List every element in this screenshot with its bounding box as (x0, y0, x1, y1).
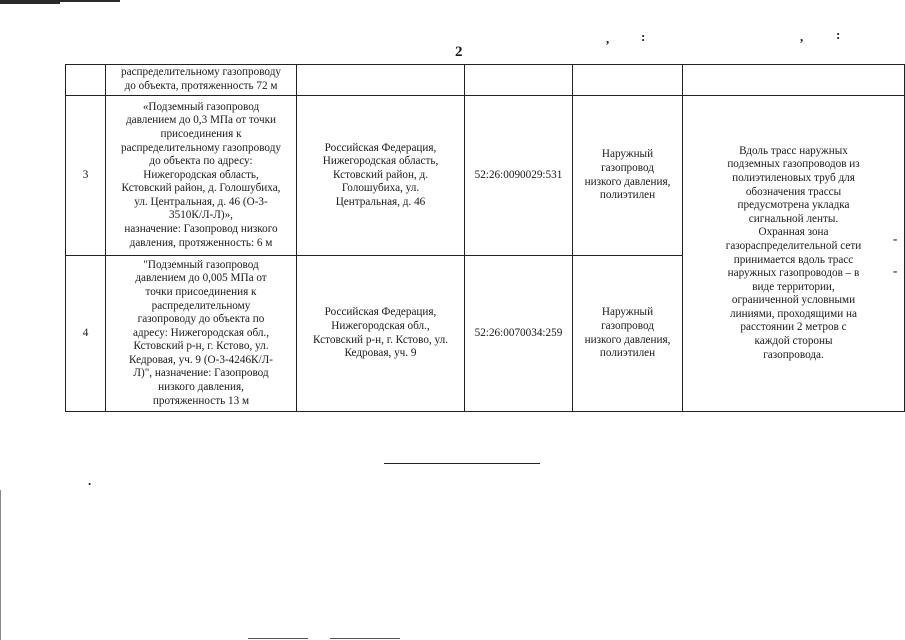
cell-object-name: "Подземный газопровод давлением до 0,005 МПа от точки присоединения к распределительному газопроводу до объекта по адресу: Нижегородская обл., Кстовский р-н, г. Кстово, ул. Кедровая, уч. 9 (О-3-4246К/Л- Л)", назначение: Газопровод низкого давления, протяженность 13 м (106, 256, 297, 412)
cell-address: Российская Федерация, Нижегородская обл., Кстовский р-н, г. Кстово, ул. Кедровая, уч. 9 (297, 256, 465, 412)
table-row-continued (66, 65, 905, 96)
scan-artifact-bottom-line-2 (330, 638, 400, 639)
scan-artifact-dot: : (836, 27, 841, 42)
cell-protection-zone: Вдоль трасс наружных подземных газопроводов из полиэтиленовых труб для обозначения трассы предусмотрена укладка сигнальной ленты. Охранная зона газораспределительной сети принимается вдоль трасс наружных газопроводов – в виде территории, ограниченной условными линиями, проходящими на расстоянии 2 метров с каждой стороны газопровода. (683, 96, 905, 412)
cell-object-type (573, 65, 683, 96)
cell-number (66, 65, 106, 96)
cell-cadastral-number (465, 65, 573, 96)
scan-artifact-top-mark (0, 2, 60, 4)
scan-artifact-dot: , (800, 29, 804, 44)
scan-artifact-left-edge (0, 490, 1, 640)
page-number: 2 (455, 44, 463, 60)
cell-protection-zone (683, 65, 905, 96)
cell-object-name: распределительному газопроводу до объекта, протяженность 72 м (106, 65, 297, 96)
gas-pipeline-table (65, 64, 905, 412)
cell-address: Российская Федерация, Нижегородская область, Кстовский район, д. Голошубиха, ул. Центральная, д. 46 (297, 96, 465, 256)
cell-object-type: Наружный газопровод низкого давления, полиэтилен (573, 96, 683, 256)
cell-cadastral-number: 52:26:0070034:259 (465, 256, 573, 412)
cell-cadastral-number: 52:26:0090029:531 (465, 96, 573, 256)
scan-artifact-dot: : (641, 29, 646, 44)
cell-object-name: «Подземный газопровод давлением до 0,3 МПа от точки присоединения к распределительному газопроводу до объекта по адресу: Нижегородская область, Кстовский район, д. Голошубиха, ул. Центральная, д. 46 (О-3- 3510К/Л-Л)», назначение: Газопровод низкого давления, протяженность: 6 м (106, 96, 297, 256)
cell-number: 3 (66, 96, 106, 256)
cell-object-type: Наружный газопровод низкого давления, полиэтилен (573, 256, 683, 412)
end-of-document-rule (384, 463, 540, 464)
scan-artifact-dot: - (893, 263, 898, 278)
table-row (66, 96, 905, 256)
scan-artifact-dot: . (88, 473, 92, 488)
scan-artifact-dot: - (893, 231, 898, 246)
cell-number: 4 (66, 256, 106, 412)
cell-address (297, 65, 465, 96)
scan-artifact-bottom-line (248, 638, 308, 639)
scan-artifact-dot: , (606, 31, 610, 46)
